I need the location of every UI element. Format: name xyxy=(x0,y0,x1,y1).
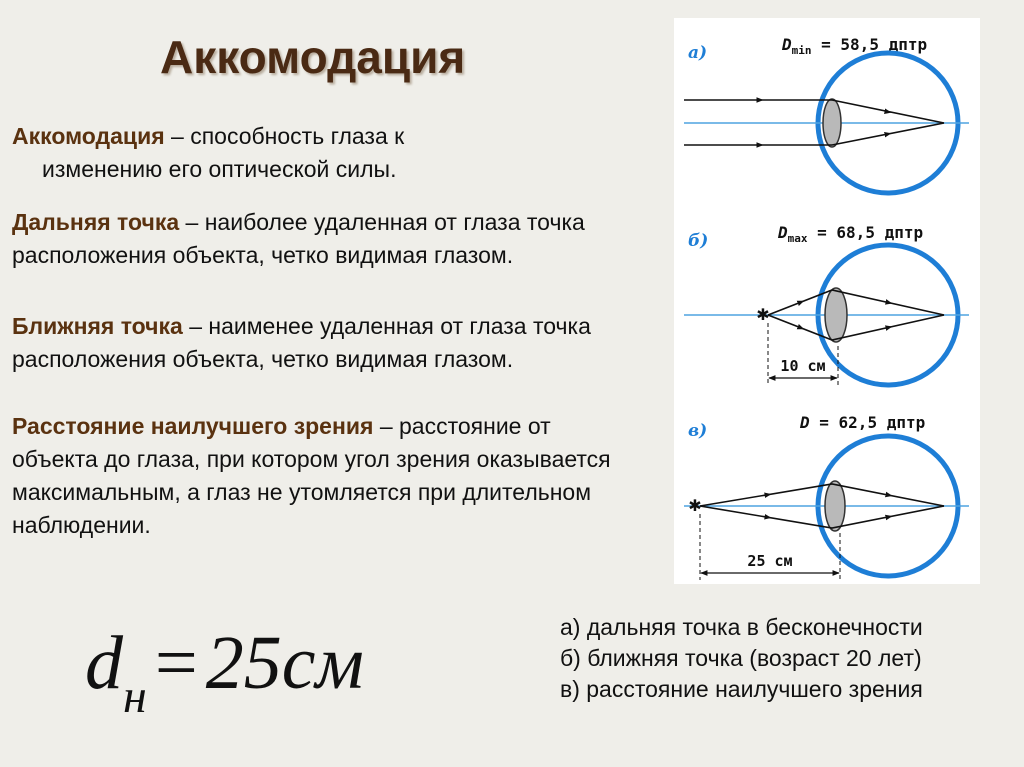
caption-c: в) расстояние наилучшего зрения xyxy=(560,676,923,702)
caption-b: б) ближняя точка (возраст 20 лет) xyxy=(560,645,922,671)
definition-best-vision-distance xyxy=(12,410,632,542)
eye-accommodation-figure xyxy=(674,18,980,584)
definition-accommodation xyxy=(12,120,632,186)
lens xyxy=(823,99,841,147)
term-near-point: Ближняя точка xyxy=(12,313,183,339)
figure-captions xyxy=(560,612,923,705)
term-best-vision-distance: Расстояние наилучшего зрения xyxy=(12,413,374,439)
panel-letter: а) xyxy=(688,43,708,63)
definition-text: расстояние от объекта до глаза, при котором угол зрения оказывается максимальным, а глаз не утомляется при длительном наблюдении. xyxy=(12,413,611,538)
formula-value: 25см xyxy=(205,621,364,705)
dash: – xyxy=(373,413,400,439)
caption-a: а) дальняя точка в бесконечности xyxy=(560,614,923,640)
panel-power-label: D = 62,5 дптр xyxy=(800,413,926,432)
eye-diagram-svg xyxy=(674,18,980,584)
panel-power-label: $D_{max} = 68,5$ дптр xyxy=(778,223,924,245)
dash: – xyxy=(182,313,209,339)
ray-arrow xyxy=(764,517,768,518)
object-point-marker: ✱ xyxy=(756,305,770,324)
panel-letter: в) xyxy=(688,421,708,441)
panel-power-label: $D_{min} = 58,5$ дптр xyxy=(782,35,928,57)
distance-label: 25 см xyxy=(747,552,793,570)
panel-letter: б) xyxy=(688,231,709,251)
ray xyxy=(768,290,944,315)
ray-arrow xyxy=(764,495,768,496)
formula-subscript: н xyxy=(123,670,147,723)
ray-arrow xyxy=(886,495,889,496)
dash: – xyxy=(179,209,205,235)
definition-far-point xyxy=(12,206,632,272)
ray xyxy=(768,315,944,340)
formula xyxy=(85,620,364,723)
term-accommodation: Аккомодация xyxy=(12,123,165,149)
distance-label: 10 см xyxy=(780,357,826,375)
definition-text-continuation: изменению его оптической силы. xyxy=(42,156,397,182)
definition-near-point xyxy=(12,310,632,376)
formula-equals: = xyxy=(154,621,198,705)
definition-text: наименее удаленная от глаза точка расположения объекта, четко видимая глазом. xyxy=(12,313,591,372)
panel-c xyxy=(684,413,969,580)
ray-arrow xyxy=(886,517,889,518)
lens xyxy=(825,288,847,342)
panel-b xyxy=(684,223,969,386)
definition-text: наиболее удаленная от глаза точка расположения объекта, четко видимая глазом. xyxy=(12,209,585,268)
term-far-point: Дальняя точка xyxy=(12,209,180,235)
panel-a xyxy=(684,35,969,193)
lens xyxy=(825,481,845,531)
definition-text: способность глаза к xyxy=(190,123,405,149)
dash: – xyxy=(164,123,191,149)
ray-arrow xyxy=(886,327,889,328)
formula-variable: d xyxy=(85,621,123,705)
slide-title: Аккомодация xyxy=(160,31,466,83)
object-point-marker: ✱ xyxy=(688,496,702,515)
ray-arrow xyxy=(886,302,889,303)
